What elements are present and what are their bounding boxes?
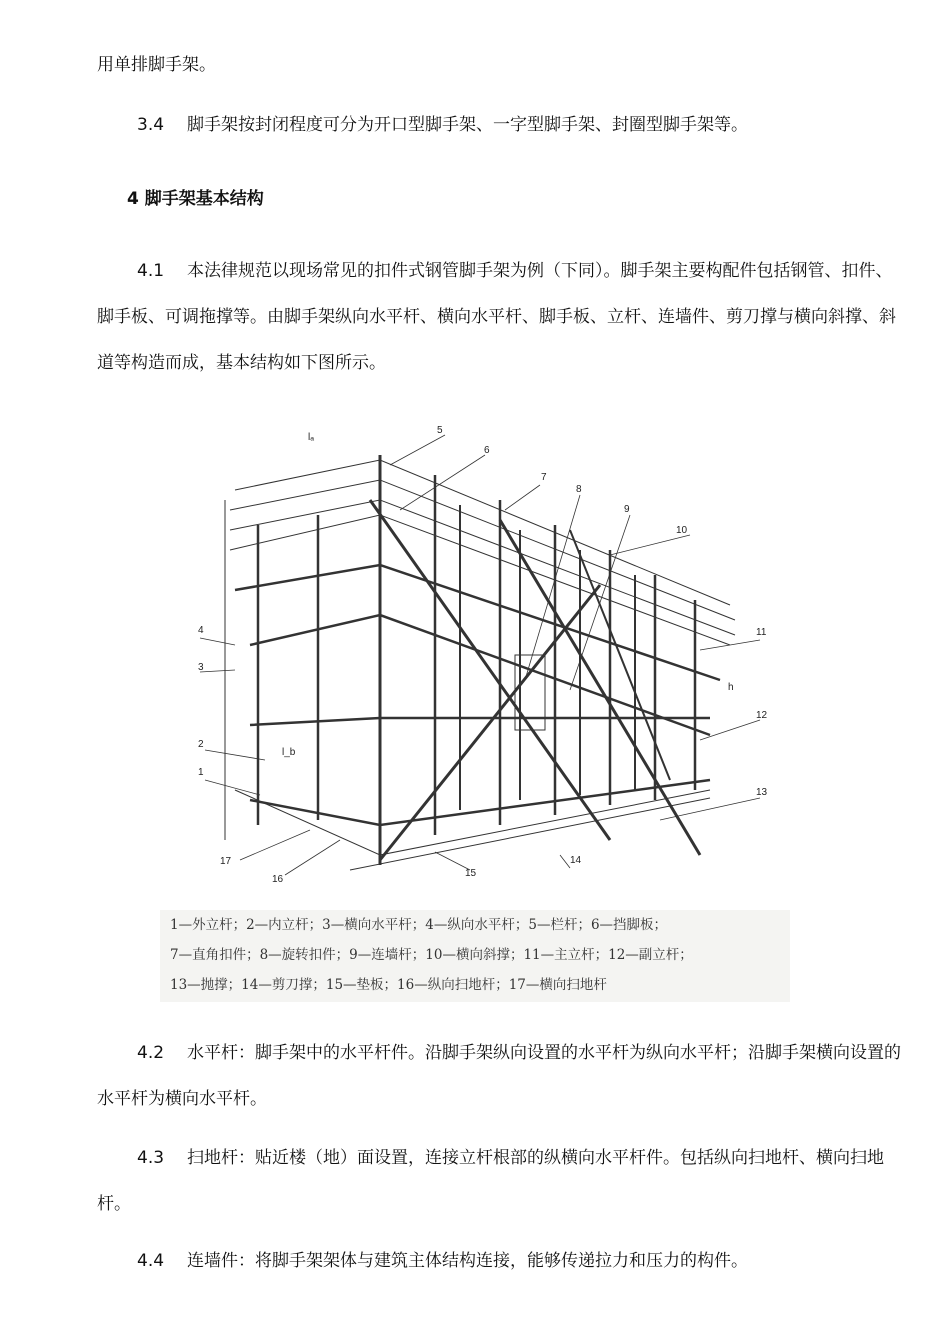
paragraph-4-1	[97, 248, 905, 386]
paragraph-number: 4.3	[137, 1148, 165, 1168]
paragraph-text: 本法律规范以现场常见的扣件式钢管脚手架为例（下同）。脚手架主要构配件包括钢管、扣件、脚手板、可调拖撑等。由脚手架纵向水平杆、横向水平杆、脚手板、立杆、连墙件、剪刀撑与横向斜撑、斜道等构造而成，基本结构如下图所示。	[97, 261, 896, 373]
paragraph-text: 扫地杆：贴近楼（地）面设置，连接立杆根部的纵横向水平杆件。包括纵向扫地杆、横向扫地杆。	[97, 1148, 884, 1214]
figure-label-13: 13	[756, 787, 768, 798]
caption-row-1: 1—外立杆；2—内立杆；3—横向水平杆；4—纵向水平杆；5—栏杆；6—挡脚板；	[170, 917, 668, 933]
paragraph-number: 4.2	[137, 1043, 165, 1063]
text-line-1: 用单排脚手架。	[97, 55, 216, 75]
figure-label-4: 4	[198, 625, 204, 636]
figure-label-10: 10	[676, 525, 688, 536]
dimension-label-la: lₐ	[308, 432, 314, 443]
paragraph-4-4	[97, 1238, 905, 1284]
section-number: 3.4	[137, 115, 165, 135]
figure-label-17: 17	[220, 856, 232, 867]
figure-label-9: 9	[624, 504, 630, 515]
figure-label-12: 12	[756, 710, 768, 721]
scaffold-structure-figure	[190, 400, 768, 885]
paragraph-number: 4.4	[137, 1251, 165, 1271]
figure-label-16: 16	[272, 874, 284, 885]
paragraph-4-2	[97, 1030, 905, 1122]
figure-caption	[160, 910, 790, 1002]
paragraph-text: 连墙件：将脚手架架体与建筑主体结构连接，能够传递拉力和压力的构件。	[187, 1251, 748, 1271]
dimension-label-h: h	[728, 682, 734, 693]
figure-label-15: 15	[465, 868, 477, 879]
text-line-3-4	[97, 102, 748, 148]
caption-row-3: 13—抛撑；14—剪刀撑；15—垫板；16—纵向扫地杆；17—横向扫地杆	[170, 977, 607, 993]
paragraph-4-3	[97, 1135, 905, 1227]
section-text: 脚手架按封闭程度可分为开口型脚手架、一字型脚手架、封圈型脚手架等。	[187, 115, 748, 135]
figure-label-5: 5	[437, 425, 443, 436]
figure-label-2: 2	[198, 739, 204, 750]
figure-label-7: 7	[541, 472, 547, 483]
figure-label-1: 1	[198, 767, 204, 778]
figure-label-11: 11	[756, 627, 767, 638]
dimension-label-lb: l_b	[282, 747, 296, 758]
figure-label-3: 3	[198, 662, 204, 673]
paragraph-number: 4.1	[137, 261, 165, 281]
figure-label-14: 14	[570, 855, 582, 866]
figure-label-8: 8	[576, 484, 582, 495]
section-heading: 4 脚手架基本结构	[127, 189, 264, 209]
paragraph-text: 水平杆：脚手架中的水平杆件。沿脚手架纵向设置的水平杆为纵向水平杆；沿脚手架横向设置的水平杆为横向水平杆。	[97, 1043, 901, 1109]
caption-row-2: 7—直角扣件；8—旋转扣件；9—连墙杆；10—横向斜撑；11—主立杆；12—副立杆；	[170, 947, 693, 963]
figure-label-6: 6	[484, 445, 490, 456]
